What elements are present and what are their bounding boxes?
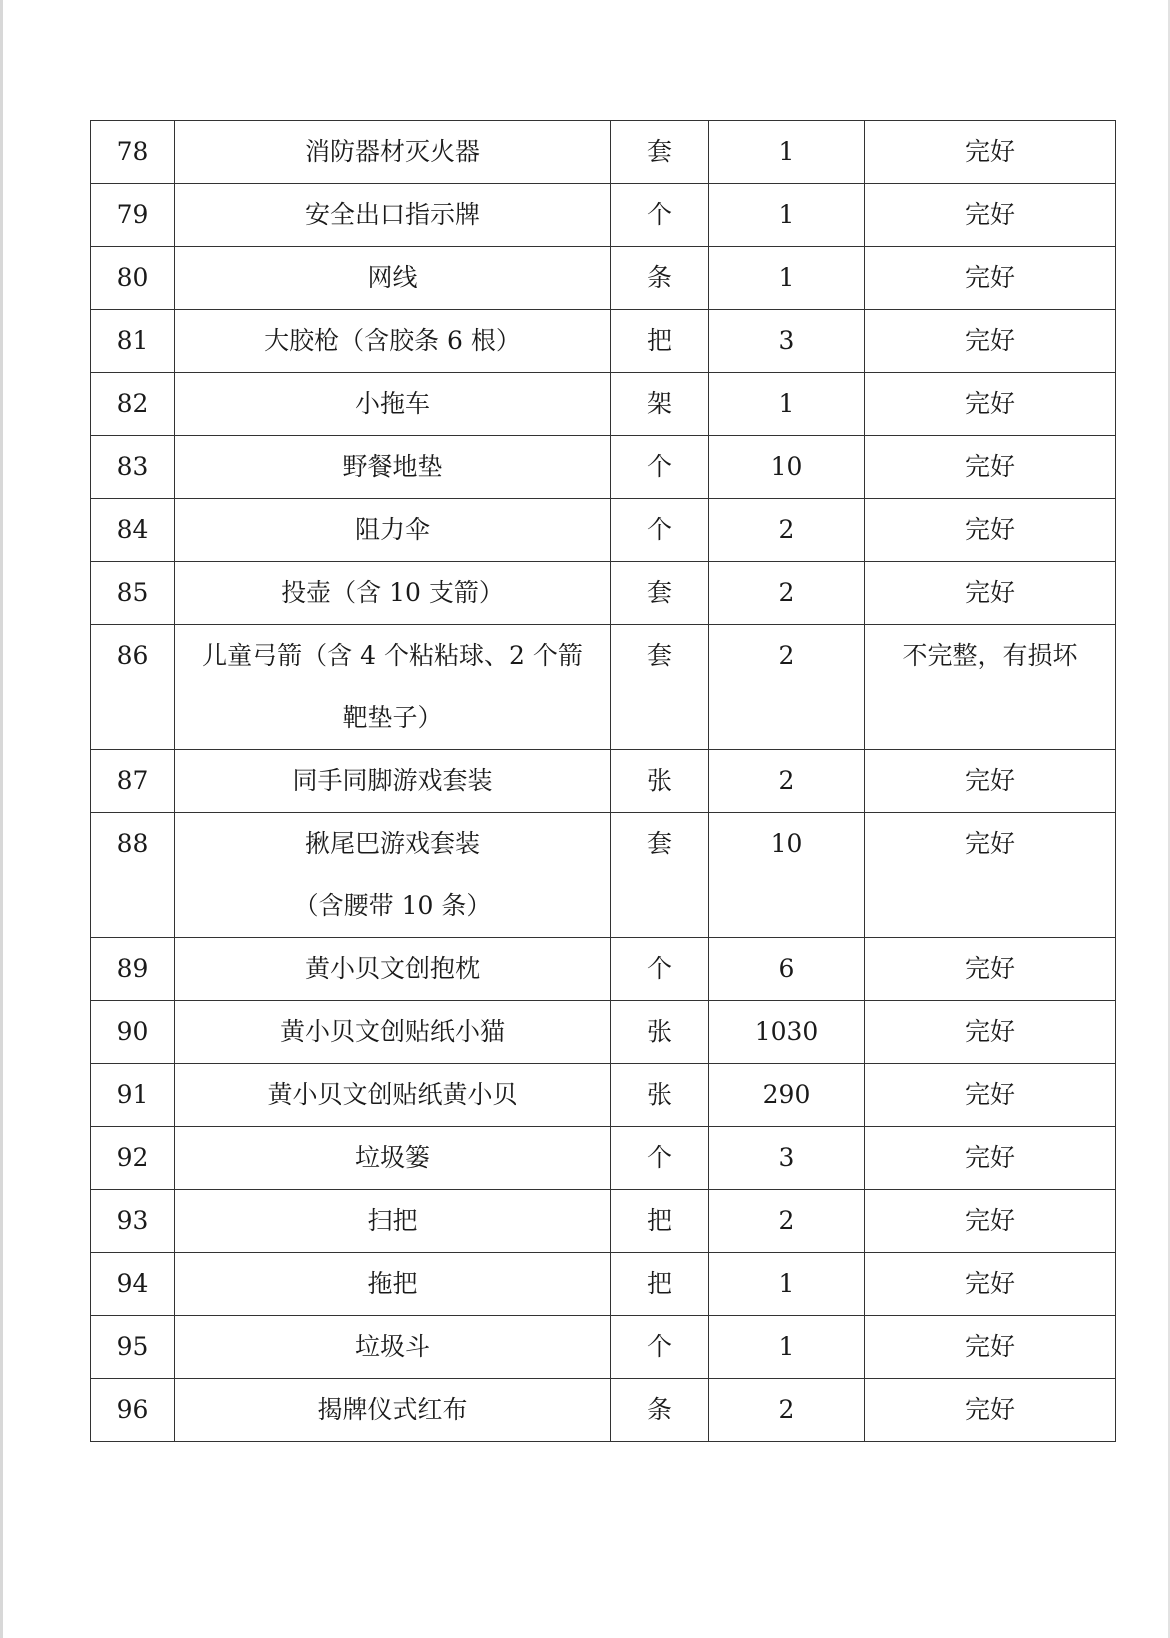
item-number-cell: 82 [91,373,175,436]
item-name-line: 投壶（含 10 支箭） [281,578,504,607]
item-name-cell [175,1190,611,1253]
item-name-cell [175,310,611,373]
item-name-cell [175,373,611,436]
item-quantity-cell: 2 [709,562,865,625]
item-number-cell: 90 [91,1001,175,1064]
item-name-line: 揭牌仪式红布 [317,1395,468,1424]
item-unit-cell: 个 [611,436,709,499]
item-quantity-cell: 1030 [709,1001,865,1064]
item-quantity-cell: 1 [709,184,865,247]
item-unit-cell: 个 [611,499,709,562]
item-unit-cell: 个 [611,1316,709,1379]
item-unit-cell: 把 [611,1190,709,1253]
item-name-cell [175,1253,611,1316]
item-quantity-cell: 2 [709,1379,865,1442]
item-unit-cell: 个 [611,938,709,1001]
item-name-line: 垃圾斗 [354,1332,430,1361]
item-name-line: 靶垫子） [342,703,443,732]
item-quantity-cell: 3 [709,1127,865,1190]
table-row [91,1190,1116,1253]
item-quantity-cell: 10 [709,813,865,938]
item-name-cell [175,750,611,813]
item-number-cell: 94 [91,1253,175,1316]
inventory-table-body [91,121,1116,1442]
item-quantity-cell: 1 [709,373,865,436]
item-status-cell: 完好 [865,184,1116,247]
item-quantity-cell: 290 [709,1064,865,1127]
table-row [91,1316,1116,1379]
item-unit-cell: 把 [611,1253,709,1316]
item-name-line: 黄小贝文创抱枕 [304,954,480,983]
item-name-line: 大胶枪（含胶条 6 根） [264,326,521,355]
table-row [91,1253,1116,1316]
item-status-cell: 完好 [865,750,1116,813]
table-row [91,1127,1116,1190]
item-name-cell [175,813,611,938]
item-name-line: 消防器材灭火器 [304,137,480,166]
item-unit-cell: 张 [611,750,709,813]
item-name-cell [175,562,611,625]
table-row [91,938,1116,1001]
table-row [91,1064,1116,1127]
item-number-cell: 83 [91,436,175,499]
item-unit-cell: 条 [611,1379,709,1442]
item-name-line: 扫把 [367,1206,418,1235]
table-row [91,184,1116,247]
item-number-cell: 79 [91,184,175,247]
item-name-line: 揪尾巴游戏套装 [304,829,480,858]
item-status-cell: 完好 [865,1190,1116,1253]
item-number-cell: 92 [91,1127,175,1190]
item-unit-cell: 架 [611,373,709,436]
item-name-cell [175,1127,611,1190]
item-status-cell: 完好 [865,499,1116,562]
table-row [91,813,1116,938]
table-row [91,625,1116,750]
item-quantity-cell: 1 [709,247,865,310]
item-unit-cell: 套 [611,625,709,750]
item-name-line: 网线 [367,263,418,292]
item-status-cell: 完好 [865,247,1116,310]
item-quantity-cell: 1 [709,1316,865,1379]
inventory-table [90,120,1116,1442]
page-edge-left [0,0,3,1638]
table-row [91,247,1116,310]
item-quantity-cell: 1 [709,121,865,184]
item-unit-cell: 张 [611,1001,709,1064]
item-quantity-cell: 1 [709,1253,865,1316]
item-unit-cell: 套 [611,562,709,625]
item-status-cell: 完好 [865,1253,1116,1316]
item-name-line: 拖把 [367,1269,418,1298]
item-quantity-cell: 2 [709,1190,865,1253]
table-row [91,750,1116,813]
item-number-cell: 84 [91,499,175,562]
item-number-cell: 87 [91,750,175,813]
item-quantity-cell: 6 [709,938,865,1001]
item-quantity-cell: 2 [709,750,865,813]
item-number-cell: 95 [91,1316,175,1379]
item-number-cell: 96 [91,1379,175,1442]
table-row [91,121,1116,184]
item-number-cell: 93 [91,1190,175,1253]
item-unit-cell: 把 [611,310,709,373]
item-quantity-cell: 3 [709,310,865,373]
item-status-cell: 完好 [865,813,1116,938]
table-row [91,1379,1116,1442]
item-name-line: 黄小贝文创贴纸黄小贝 [267,1080,518,1109]
item-name-cell [175,1064,611,1127]
item-number-cell: 78 [91,121,175,184]
item-unit-cell: 套 [611,121,709,184]
item-unit-cell: 个 [611,184,709,247]
table-row [91,562,1116,625]
item-number-cell: 80 [91,247,175,310]
item-name-cell [175,499,611,562]
item-name-line: 野餐地垫 [342,452,443,481]
item-quantity-cell: 2 [709,625,865,750]
table-row [91,310,1116,373]
item-name-cell [175,1001,611,1064]
item-status-cell: 完好 [865,938,1116,1001]
item-name-cell [175,247,611,310]
table-row [91,499,1116,562]
item-unit-cell: 个 [611,1127,709,1190]
item-status-cell: 完好 [865,1127,1116,1190]
item-name-line: 阻力伞 [354,515,430,544]
item-status-cell: 完好 [865,1316,1116,1379]
item-name-line: 黄小贝文创贴纸小猫 [279,1017,505,1046]
item-name-cell [175,184,611,247]
item-quantity-cell: 2 [709,499,865,562]
item-status-cell: 完好 [865,436,1116,499]
item-status-cell: 完好 [865,373,1116,436]
item-name-line: 同手同脚游戏套装 [292,766,493,795]
item-unit-cell: 条 [611,247,709,310]
item-name-line: 小拖车 [354,389,430,418]
table-row [91,373,1116,436]
item-status-cell: 不完整，有损坏 [865,625,1116,750]
item-number-cell: 88 [91,813,175,938]
item-name-cell [175,938,611,1001]
item-name-cell [175,1316,611,1379]
table-row [91,436,1116,499]
item-number-cell: 81 [91,310,175,373]
item-number-cell: 91 [91,1064,175,1127]
item-unit-cell: 套 [611,813,709,938]
item-name-line: 垃圾篓 [354,1143,430,1172]
item-name-cell [175,625,611,750]
item-number-cell: 86 [91,625,175,750]
item-name-line: 安全出口指示牌 [304,200,480,229]
item-name-line: （含腰带 10 条） [293,891,492,920]
item-number-cell: 89 [91,938,175,1001]
item-number-cell: 85 [91,562,175,625]
item-status-cell: 完好 [865,562,1116,625]
item-status-cell: 完好 [865,1379,1116,1442]
item-status-cell: 完好 [865,121,1116,184]
item-quantity-cell: 10 [709,436,865,499]
table-row [91,1001,1116,1064]
item-status-cell: 完好 [865,1064,1116,1127]
item-name-cell [175,121,611,184]
item-name-cell [175,1379,611,1442]
item-name-cell [175,436,611,499]
item-status-cell: 完好 [865,1001,1116,1064]
item-status-cell: 完好 [865,310,1116,373]
item-unit-cell: 张 [611,1064,709,1127]
item-name-line: 儿童弓箭（含 4 个粘粘球、2 个箭 [202,641,583,670]
